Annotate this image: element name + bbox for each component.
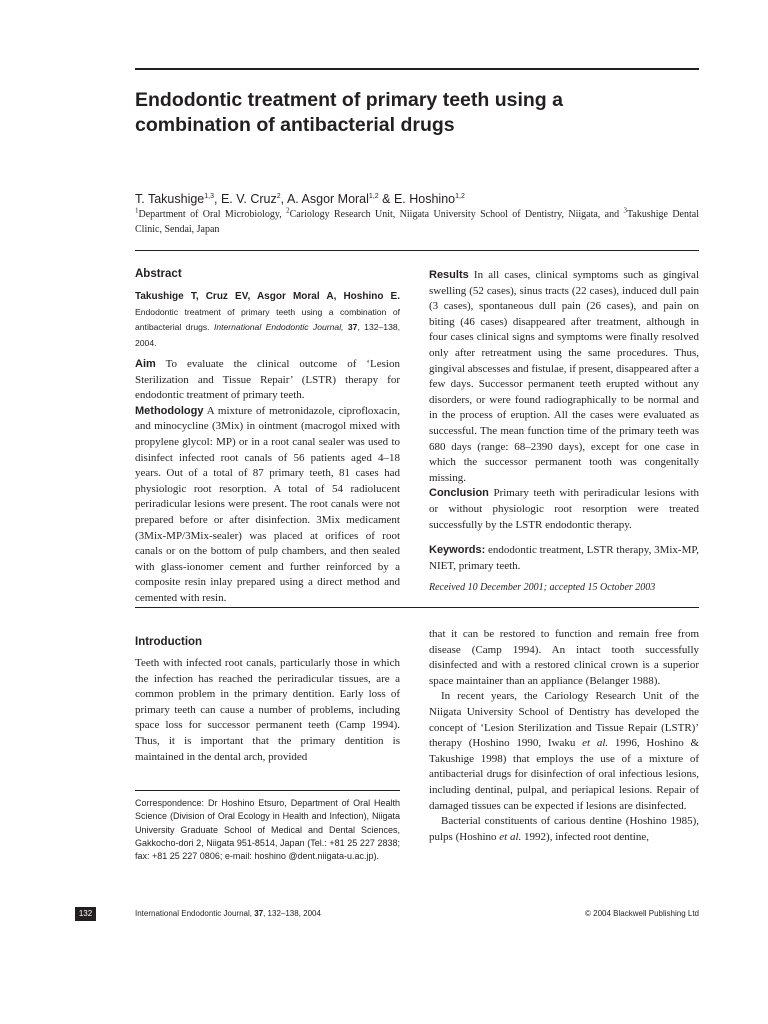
correspondence-text: Correspondence: Dr Hoshino Etsuro, Department of Oral Health Science (Division of Oral Ecology in Health and Infection), Niigata University Graduate School of Medical and Dental Sciences, Gakkocho-dori 2, Niigata 951-8514, Japan (Tel.: +81 25 227 2838; fax: +81 25 227 0806; e-mail: hoshino @dent.niigata-u.ac.jp). <box>135 798 400 862</box>
abstract-heading: Abstract <box>135 268 182 280</box>
author-affiliation-sup: 1,2 <box>455 192 465 200</box>
footer-volume: 37 <box>254 909 264 918</box>
abstract-left-column <box>135 268 400 607</box>
title-line-1: Endodontic treatment of primary teeth using a <box>135 89 563 111</box>
citation-journal: International Endodontic Journal, <box>213 322 344 332</box>
paragraph-text: 1996, Hoshino & Takushige 1998) that employs the use of a mixture of antibacterial drugs for disinfection of oral infectious lesions, including dentinal, pulpal, and periapical lesions. Repair of damaged tissues can be expected if lesions are disinfected. <box>429 737 700 812</box>
author-name: T. Takushige <box>135 192 205 206</box>
abstract-results <box>429 268 699 486</box>
citation-title: Endodontic treatment of primary teeth using a combination of antibacterial drugs. <box>135 306 400 332</box>
paragraph-text: 1992), infected root dentine, <box>521 830 649 843</box>
introduction-right-column <box>429 627 699 845</box>
footer-journal-name: International Endodontic Journal, <box>135 909 255 918</box>
citation-pages: , 132–138, 2004. <box>135 322 401 348</box>
author-separator: , <box>280 192 287 206</box>
abstract-conclusion <box>429 486 699 533</box>
aim-text: To evaluate the clinical outcome of ‘Lesion Sterilization and Tissue Repair’ (LSTR) therapy for endodontic treatment of primary teeth. <box>135 358 400 402</box>
correspondence-block <box>135 797 400 863</box>
paragraph-text: Bacterial constituents of carious dentine (Hoshino 1985), pulps (Hoshino <box>429 815 699 843</box>
affiliation-text: Cariology Research Unit, Niigata University School of Dentistry, Niigata, and <box>289 209 624 220</box>
footer-journal <box>135 909 321 918</box>
aim-label: Aim <box>135 358 156 370</box>
introduction-paragraph: that it can be restored to function and remain free from disease (Camp 1994). An intact tooth successfully disinfected and with a restored clinical crown is a superior space maintainer than an appliance (Belanger 1988). <box>429 628 699 687</box>
abstract-right-column <box>429 268 699 593</box>
author-list <box>135 191 699 207</box>
author-affiliation-sup: 1,2 <box>368 192 379 200</box>
header-bottom-rule <box>135 250 699 251</box>
page-number: 132 <box>75 907 96 921</box>
methodology-text: A mixture of metronidazole, ciprofloxacin, and minocycline (3Mix) in ointment (macrogol mixed with propylene glycol: MP) or in a root canal sealer was used to disinfect infected root canals of 56 patients aged 4–18 years. Out of a total of 87 primary teeth, 81 cases had physiologic root resorption. A total of 54 radiolucent periradicular lesions were present. The root canals were not prepared before or after disinfection. 3Mix medicament (3Mix-MP/3Mix-sealer) was placed at orifices of root canals or on the bottom of pulp chambers, and then sealed with glass-ionomer cement and further reinforced by a composite resin inlay prepared using a direct method and cemented with resin. <box>135 404 400 604</box>
conclusion-text: Primary teeth with periradicular lesions with or without physiologic root resorption were treated successfully by the LSTR endodontic therapy. <box>429 487 700 531</box>
conclusion-label: Conclusion <box>429 487 489 500</box>
title-line-2: combination of antibacterial drugs <box>135 114 455 136</box>
introduction-paragraph <box>429 689 699 814</box>
author-separator: , <box>214 192 221 206</box>
introduction-paragraph: Teeth with infected root canals, particularly those in which the infection has reached the periradicular tissues, are a common problem in the primary dentition. Early loss of primary teeth can cause a number of problems, including space loss for successor permanent teeth (Camp 1994). Thus, it is important that the primary dentition is maintained in the dental arch, provided <box>135 657 400 763</box>
keywords-label: Keywords: <box>429 544 486 557</box>
abstract-citation <box>135 289 400 351</box>
results-label: Results <box>429 269 469 281</box>
author-affiliation-sup: 2 <box>276 192 281 200</box>
author-separator: & <box>378 192 394 206</box>
citation-authors: Takushige T, Cruz EV, Asgor Moral A, Hoshino E. <box>135 291 400 302</box>
author-affiliation-sup: 1,3 <box>204 192 214 200</box>
article-title <box>135 88 699 138</box>
author-name: E. V. Cruz <box>220 192 277 206</box>
top-rule <box>135 68 699 70</box>
introduction-left-column <box>135 636 400 765</box>
abstract-methodology <box>135 404 400 607</box>
correspondence-rule <box>135 790 400 791</box>
abstract-keywords <box>429 543 699 574</box>
keywords-text: endodontic treatment, LSTR therapy, 3Mix-MP, NIET, primary teeth. <box>429 544 700 572</box>
paragraph-text: In recent years, the Cariology Research Unit of the Niigata University School of Dentistry has developed the concept of ‘Lesion Sterilization and Tissue Repair (LSTR)’ therapy (Hoshino 1990, Iwaku <box>429 690 699 750</box>
introduction-paragraph <box>429 814 699 845</box>
received-dates: Received 10 December 2001; accepted 15 October 2003 <box>429 582 656 594</box>
footer-pages: , 132–138, 2004 <box>263 909 321 918</box>
abstract-bottom-rule <box>135 607 699 608</box>
affiliation-sup: 1 <box>135 206 139 215</box>
et-al: et al. <box>582 737 609 750</box>
affiliation-text: Takushige Dental Clinic, Sendai, Japan <box>135 209 699 235</box>
affiliation-text: Department of Oral Microbiology, <box>138 209 287 220</box>
affiliation-sup: 2 <box>286 206 290 215</box>
citation-volume: 37 <box>347 322 358 332</box>
introduction-heading: Introduction <box>135 636 203 648</box>
author-name: E. Hoshino <box>393 192 456 206</box>
affiliation-sup: 3 <box>623 206 627 215</box>
affiliations <box>135 208 699 237</box>
author-name: A. Asgor Moral <box>286 192 369 206</box>
footer-copyright: © 2004 Blackwell Publishing Ltd <box>585 909 699 918</box>
results-text: In all cases, clinical symptoms such as gingival swelling (52 cases), sinus tracts (22 cases), induced dull pain (3 cases), spontaneous dull pain (26 cases), and pain on biting (46 cases) disappeared after treatment, although in four cases clinical signs and symptoms were finally resolved only after retreatment using the same procedures. Thus, gingival abscesses and fistulae, if present, disappeared after a few days. Successor permanent teeth erupted without any disorders, or were found radiographically to be normal and in the process of eruption. All the cases were evaluated as successful. The mean function time of the primary teeth was 680 days (range: 68–2390 days), except for one case in which the successor permanent tooth was congenitally missing. <box>429 269 700 484</box>
abstract-aim <box>135 357 400 404</box>
et-al: et al. <box>499 830 522 843</box>
methodology-label: Methodology <box>135 404 204 417</box>
